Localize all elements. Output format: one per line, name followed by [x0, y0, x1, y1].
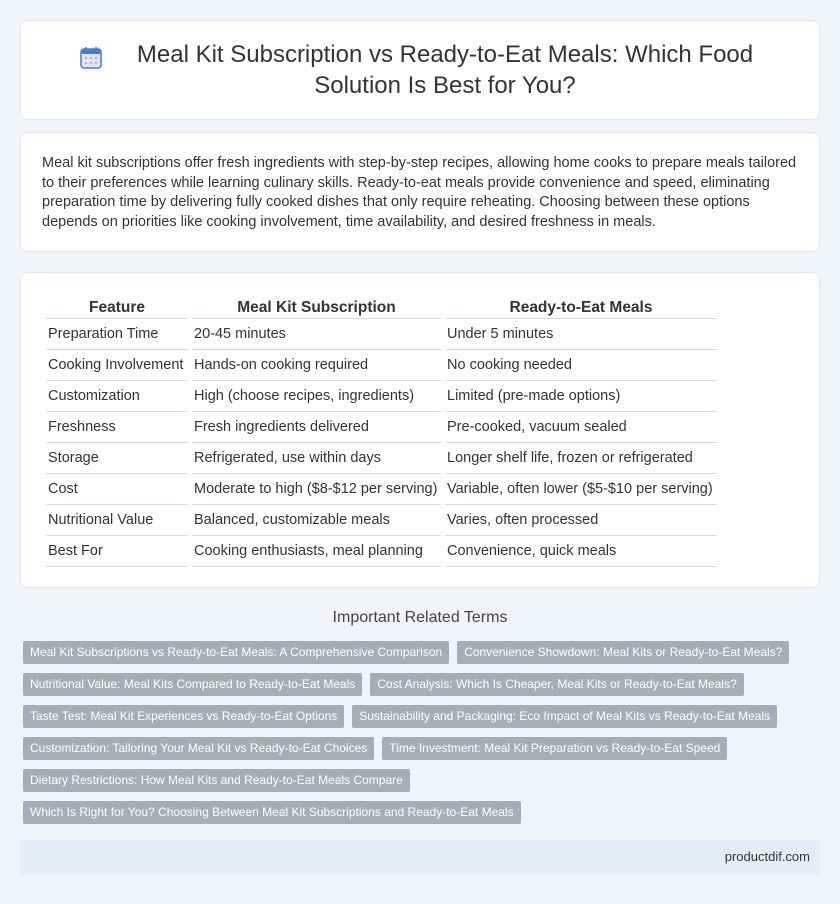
- header-card: [20, 20, 820, 120]
- column-header-meal-kit: Meal Kit Subscription: [192, 297, 441, 319]
- meal-kit-cell: Fresh ingredients delivered: [192, 412, 441, 443]
- related-term-link[interactable]: Dietary Restrictions: How Meal Kits and Ready-to-Eat Meals Compare: [23, 769, 410, 792]
- intro-paragraph: Meal kit subscriptions offer fresh ingredients with step-by-step recipes, allowing home cooks to prepare meals tailored to their preferences while learning culinary skills. Ready-to-eat meals provide convenience and speed, eliminating preparation time by delivering fully cooked dishes that only require reheating. Choosing between these options depends on priorities like cooking involvement, time availability, and desired freshness in meals.: [42, 155, 797, 230]
- ready-to-eat-cell: Convenience, quick meals: [445, 536, 717, 567]
- ready-to-eat-cell: Variable, often lower ($5-$10 per serving): [445, 474, 717, 505]
- related-terms-list: [23, 641, 813, 824]
- table-header-row: [46, 297, 717, 319]
- meal-kit-cell: Cooking enthusiasts, meal planning: [192, 536, 441, 567]
- feature-cell: Cost: [46, 474, 188, 505]
- table-row: [46, 536, 717, 567]
- related-term-link[interactable]: Nutritional Value: Meal Kits Compared to Ready-to-Eat Meals: [23, 673, 362, 696]
- table-row: [46, 443, 717, 474]
- feature-cell: Nutritional Value: [46, 505, 188, 536]
- table-row: [46, 319, 717, 350]
- column-header-feature: Feature: [46, 297, 188, 319]
- comparison-table: [42, 297, 721, 567]
- intro-card: [20, 132, 820, 252]
- ready-to-eat-cell: Varies, often processed: [445, 505, 717, 536]
- related-term-link[interactable]: Taste Test: Meal Kit Experiences vs Ready-to-Eat Options: [23, 705, 344, 728]
- related-terms-heading: Important Related Terms: [332, 609, 508, 626]
- ready-to-eat-cell: Limited (pre-made options): [445, 381, 717, 412]
- meal-kit-cell: Hands-on cooking required: [192, 350, 441, 381]
- footer: [20, 840, 820, 874]
- feature-cell: Customization: [46, 381, 188, 412]
- ready-to-eat-cell: No cooking needed: [445, 350, 717, 381]
- table-row: [46, 412, 717, 443]
- ready-to-eat-cell: Under 5 minutes: [445, 319, 717, 350]
- related-term-link[interactable]: Customization: Tailoring Your Meal Kit vs Ready-to-Eat Choices: [23, 737, 374, 760]
- feature-cell: Freshness: [46, 412, 188, 443]
- meal-kit-cell: High (choose recipes, ingredients): [192, 381, 441, 412]
- column-header-ready-to-eat: Ready-to-Eat Meals: [445, 297, 717, 319]
- related-term-link[interactable]: Convenience Showdown: Meal Kits or Ready-to-Eat Meals?: [457, 641, 789, 664]
- related-term-link[interactable]: Which Is Right for You? Choosing Between Meal Kit Subscriptions and Ready-to-Eat Meals: [23, 801, 521, 824]
- meal-kit-cell: Refrigerated, use within days: [192, 443, 441, 474]
- comparison-card: [20, 272, 820, 588]
- feature-cell: Cooking Involvement: [46, 350, 188, 381]
- feature-cell: Preparation Time: [46, 319, 188, 350]
- ready-to-eat-cell: Longer shelf life, frozen or refrigerated: [445, 443, 717, 474]
- related-term-link[interactable]: Sustainability and Packaging: Eco Impact of Meal Kits vs Ready-to-Eat Meals: [352, 705, 777, 728]
- meal-kit-cell: Balanced, customizable meals: [192, 505, 441, 536]
- feature-cell: Best For: [46, 536, 188, 567]
- meal-kit-cell: Moderate to high ($8-$12 per serving): [192, 474, 441, 505]
- meal-kit-cell: 20-45 minutes: [192, 319, 441, 350]
- related-term-link[interactable]: Meal Kit Subscriptions vs Ready-to-Eat Meals: A Comprehensive Comparison: [23, 641, 449, 664]
- feature-cell: Storage: [46, 443, 188, 474]
- site-name[interactable]: productdif.com: [724, 849, 810, 864]
- ready-to-eat-cell: Pre-cooked, vacuum sealed: [445, 412, 717, 443]
- table-row: [46, 505, 717, 536]
- related-term-link[interactable]: Cost Analysis: Which Is Cheaper, Meal Kits or Ready-to-Eat Meals?: [370, 673, 743, 696]
- table-row: [46, 381, 717, 412]
- related-term-link[interactable]: Time Investment: Meal Kit Preparation vs Ready-to-Eat Speed: [382, 737, 727, 760]
- calendar-icon: [78, 45, 104, 71]
- table-row: [46, 350, 717, 381]
- page-title: Meal Kit Subscription vs Ready-to-Eat Meals: Which Food Solution Is Best for You?: [136, 41, 754, 99]
- table-row: [46, 474, 717, 505]
